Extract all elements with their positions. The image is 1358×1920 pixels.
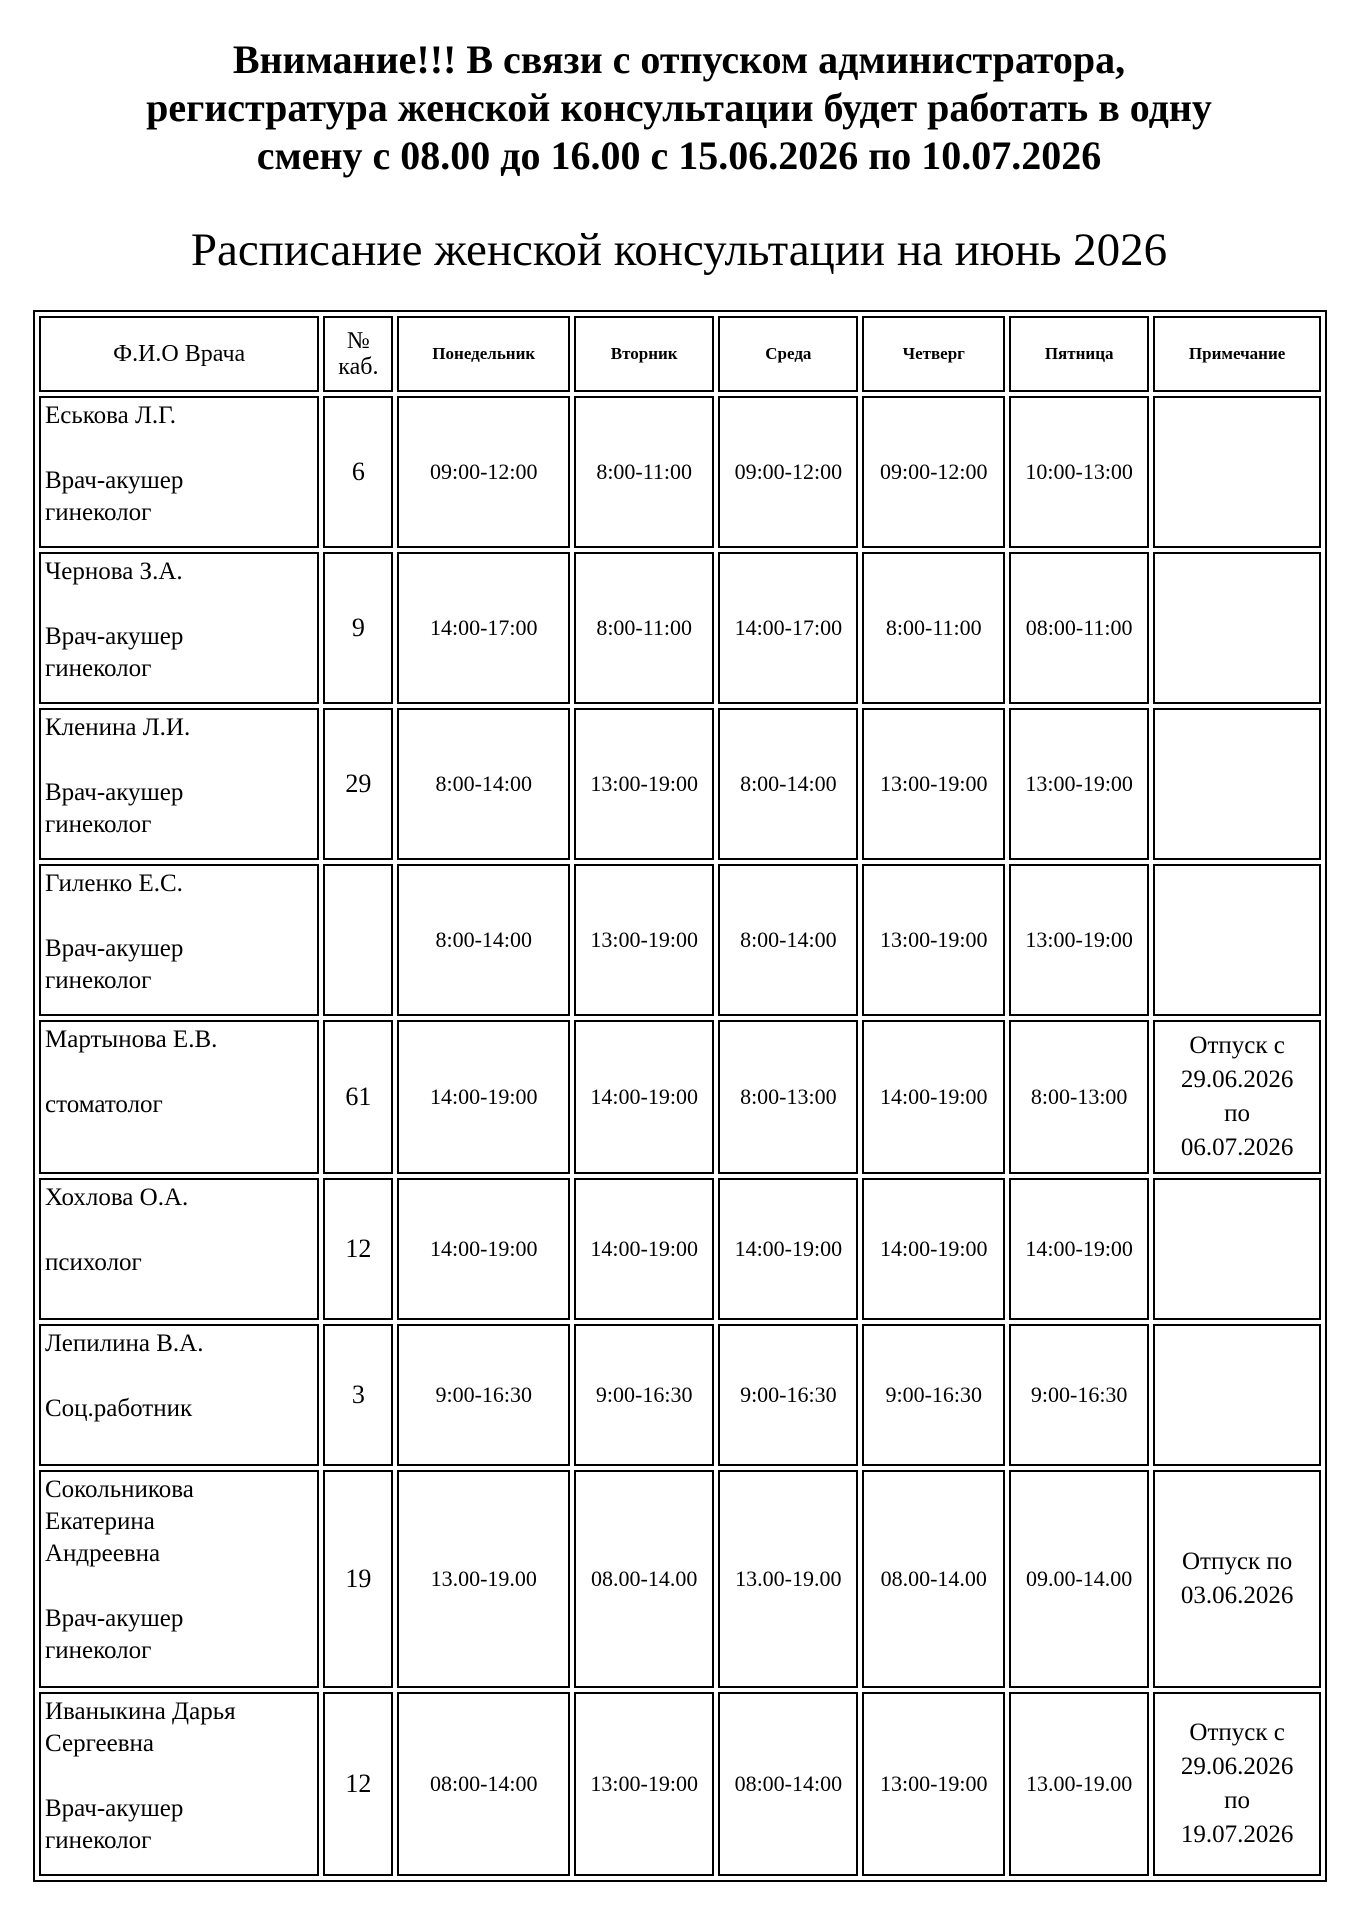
monday-hours-cell: 9:00-16:30 xyxy=(397,1324,570,1466)
schedule-body xyxy=(39,396,1321,1876)
monday-hours-cell: 13.00-19.00 xyxy=(397,1470,570,1688)
thursday-hours-cell: 13:00-19:00 xyxy=(862,708,1005,860)
table-row xyxy=(39,1020,1321,1174)
note-cell xyxy=(1153,1020,1321,1174)
doctor-name: Сергеевна xyxy=(45,1730,154,1757)
table-row xyxy=(39,864,1321,1016)
doctor-spacer xyxy=(45,1360,315,1393)
friday-hours-cell: 14:00-19:00 xyxy=(1009,1178,1149,1320)
doctor-name: Еськова Л.Г. xyxy=(45,402,177,429)
note-cell xyxy=(1153,1178,1321,1320)
note-line: 29.06.2026 xyxy=(1180,1066,1294,1093)
doctor-role: гинеколог xyxy=(45,499,152,526)
room-cell: 61 xyxy=(323,1020,393,1174)
note-line: Отпуск с xyxy=(1189,1032,1285,1059)
doctor-role: Врач-акушер xyxy=(45,779,184,806)
table-row xyxy=(39,1692,1321,1876)
friday-hours-cell: 9:00-16:30 xyxy=(1009,1324,1149,1466)
doctor-cell xyxy=(39,396,319,548)
schedule-table xyxy=(33,310,1327,1882)
friday-hours-cell: 13:00-19:00 xyxy=(1009,864,1149,1016)
monday-hours-cell: 14:00-17:00 xyxy=(397,552,570,704)
note-line: 19.07.2026 xyxy=(1180,1821,1294,1848)
friday-hours-cell: 10:00-13:00 xyxy=(1009,396,1149,548)
notice-line: Внимание!!! В связи с отпуском администратора, xyxy=(232,37,1126,82)
header-row xyxy=(39,316,1321,392)
doctor-role: Врач-акушер xyxy=(45,623,184,650)
wednesday-hours-cell: 8:00-13:00 xyxy=(718,1020,858,1174)
monday-hours-cell: 14:00-19:00 xyxy=(397,1020,570,1174)
tuesday-hours-cell: 13:00-19:00 xyxy=(574,708,714,860)
tuesday-hours-cell: 14:00-19:00 xyxy=(574,1178,714,1320)
header-room-line: № xyxy=(346,328,370,354)
monday-hours-cell: 8:00-14:00 xyxy=(397,864,570,1016)
header-tuesday: Вторник xyxy=(574,316,714,392)
note-cell xyxy=(1153,1324,1321,1466)
note-cell xyxy=(1153,864,1321,1016)
doctor-name: Чернова З.А. xyxy=(45,558,183,585)
note-line: по xyxy=(1224,1100,1251,1127)
doctor-spacer xyxy=(45,1760,315,1793)
wednesday-hours-cell: 9:00-16:30 xyxy=(718,1324,858,1466)
table-row xyxy=(39,1470,1321,1688)
doctor-name: Мартынова Е.В. xyxy=(45,1026,218,1053)
header-note: Примечание xyxy=(1153,316,1321,392)
doctor-spacer xyxy=(45,1214,315,1247)
doctor-role: Врач-акушер xyxy=(45,1605,184,1632)
header-doctor-name: Ф.И.О Врача xyxy=(39,316,319,392)
note-line: 06.07.2026 xyxy=(1180,1134,1294,1161)
table-row xyxy=(39,1178,1321,1320)
thursday-hours-cell: 8:00-11:00 xyxy=(862,552,1005,704)
header-friday: Пятница xyxy=(1009,316,1149,392)
header-monday: Понедельник xyxy=(397,316,570,392)
doctor-spacer xyxy=(45,432,315,465)
table-row xyxy=(39,552,1321,704)
doctor-role: гинеколог xyxy=(45,655,152,682)
doctor-role: гинеколог xyxy=(45,1637,152,1664)
table-row xyxy=(39,396,1321,548)
doctor-cell xyxy=(39,1178,319,1320)
note-line: Отпуск по xyxy=(1182,1548,1293,1575)
doctor-cell xyxy=(39,1692,319,1876)
thursday-hours-cell: 13:00-19:00 xyxy=(862,1692,1005,1876)
tuesday-hours-cell: 8:00-11:00 xyxy=(574,552,714,704)
room-cell: 12 xyxy=(323,1178,393,1320)
doctor-name: Екатерина xyxy=(45,1508,155,1535)
tuesday-hours-cell: 14:00-19:00 xyxy=(574,1020,714,1174)
doctor-name: Андреевна xyxy=(45,1540,161,1567)
thursday-hours-cell: 14:00-19:00 xyxy=(862,1178,1005,1320)
thursday-hours-cell: 13:00-19:00 xyxy=(862,864,1005,1016)
wednesday-hours-cell: 14:00-17:00 xyxy=(718,552,858,704)
room-cell: 12 xyxy=(323,1692,393,1876)
note-cell xyxy=(1153,708,1321,860)
room-cell: 3 xyxy=(323,1324,393,1466)
friday-hours-cell: 08:00-11:00 xyxy=(1009,552,1149,704)
page-title: Расписание женской консультации на июнь 2026 xyxy=(190,224,1168,276)
monday-hours-cell: 14:00-19:00 xyxy=(397,1178,570,1320)
thursday-hours-cell: 14:00-19:00 xyxy=(862,1020,1005,1174)
room-cell: 6 xyxy=(323,396,393,548)
tuesday-hours-cell: 13:00-19:00 xyxy=(574,1692,714,1876)
note-cell xyxy=(1153,1470,1321,1688)
note-cell xyxy=(1153,396,1321,548)
note-line: по xyxy=(1224,1787,1251,1814)
doctor-name: Хохлова О.А. xyxy=(45,1184,189,1211)
tuesday-hours-cell: 9:00-16:30 xyxy=(574,1324,714,1466)
table-row xyxy=(39,1324,1321,1466)
friday-hours-cell: 8:00-13:00 xyxy=(1009,1020,1149,1174)
room-cell xyxy=(323,864,393,1016)
friday-hours-cell: 13.00-19.00 xyxy=(1009,1692,1149,1876)
doctor-spacer xyxy=(45,1570,315,1603)
note-line: 29.06.2026 xyxy=(1180,1753,1294,1780)
room-cell: 19 xyxy=(323,1470,393,1688)
thursday-hours-cell: 08.00-14.00 xyxy=(862,1470,1005,1688)
header-room-line: каб. xyxy=(338,354,379,380)
monday-hours-cell: 09:00-12:00 xyxy=(397,396,570,548)
doctor-name: Лепилина В.А. xyxy=(45,1330,204,1357)
wednesday-hours-cell: 8:00-14:00 xyxy=(718,708,858,860)
note-line: Отпуск с xyxy=(1189,1719,1285,1746)
note-cell xyxy=(1153,1692,1321,1876)
table-row xyxy=(39,708,1321,860)
header-thursday: Четверг xyxy=(862,316,1005,392)
notice-banner xyxy=(40,36,1318,180)
header-wednesday: Среда xyxy=(718,316,858,392)
note-cell xyxy=(1153,552,1321,704)
tuesday-hours-cell: 08.00-14.00 xyxy=(574,1470,714,1688)
wednesday-hours-cell: 13.00-19.00 xyxy=(718,1470,858,1688)
doctor-name: Сокольникова xyxy=(45,1476,194,1503)
doctor-role: психолог xyxy=(45,1249,142,1276)
doctor-spacer xyxy=(45,900,315,933)
tuesday-hours-cell: 13:00-19:00 xyxy=(574,864,714,1016)
doctor-role: стоматолог xyxy=(45,1091,163,1118)
doctor-name: Иваныкина Дарья xyxy=(45,1698,236,1725)
doctor-name: Гиленко Е.С. xyxy=(45,870,183,897)
doctor-role: Врач-акушер xyxy=(45,935,184,962)
friday-hours-cell: 09.00-14.00 xyxy=(1009,1470,1149,1688)
wednesday-hours-cell: 14:00-19:00 xyxy=(718,1178,858,1320)
doctor-cell xyxy=(39,1020,319,1174)
doctor-role: Соц.работник xyxy=(45,1395,193,1422)
doctor-cell xyxy=(39,708,319,860)
thursday-hours-cell: 9:00-16:30 xyxy=(862,1324,1005,1466)
doctor-cell xyxy=(39,552,319,704)
thursday-hours-cell: 09:00-12:00 xyxy=(862,396,1005,548)
doctor-role: гинеколог xyxy=(45,967,152,994)
doctor-cell xyxy=(39,864,319,1016)
doctor-role: Врач-акушер xyxy=(45,467,184,494)
doctor-spacer xyxy=(45,744,315,777)
note-line: 03.06.2026 xyxy=(1180,1582,1294,1609)
doctor-role: гинеколог xyxy=(45,1827,152,1854)
doctor-role: Врач-акушер xyxy=(45,1795,184,1822)
doctor-spacer xyxy=(45,588,315,621)
friday-hours-cell: 13:00-19:00 xyxy=(1009,708,1149,860)
notice-line: смену с 08.00 до 16.00 с 15.06.2026 по 10.07.2026 xyxy=(256,133,1102,178)
wednesday-hours-cell: 08:00-14:00 xyxy=(718,1692,858,1876)
tuesday-hours-cell: 8:00-11:00 xyxy=(574,396,714,548)
monday-hours-cell: 8:00-14:00 xyxy=(397,708,570,860)
notice-line: регистратура женской консультации будет работать в одну xyxy=(146,85,1212,130)
doctor-role: гинеколог xyxy=(45,811,152,838)
monday-hours-cell: 08:00-14:00 xyxy=(397,1692,570,1876)
wednesday-hours-cell: 8:00-14:00 xyxy=(718,864,858,1016)
wednesday-hours-cell: 09:00-12:00 xyxy=(718,396,858,548)
doctor-cell xyxy=(39,1324,319,1466)
doctor-name: Кленина Л.И. xyxy=(45,714,191,741)
header-room xyxy=(323,316,393,392)
doctor-spacer xyxy=(45,1056,315,1089)
doctor-cell xyxy=(39,1470,319,1688)
room-cell: 29 xyxy=(323,708,393,860)
room-cell: 9 xyxy=(323,552,393,704)
